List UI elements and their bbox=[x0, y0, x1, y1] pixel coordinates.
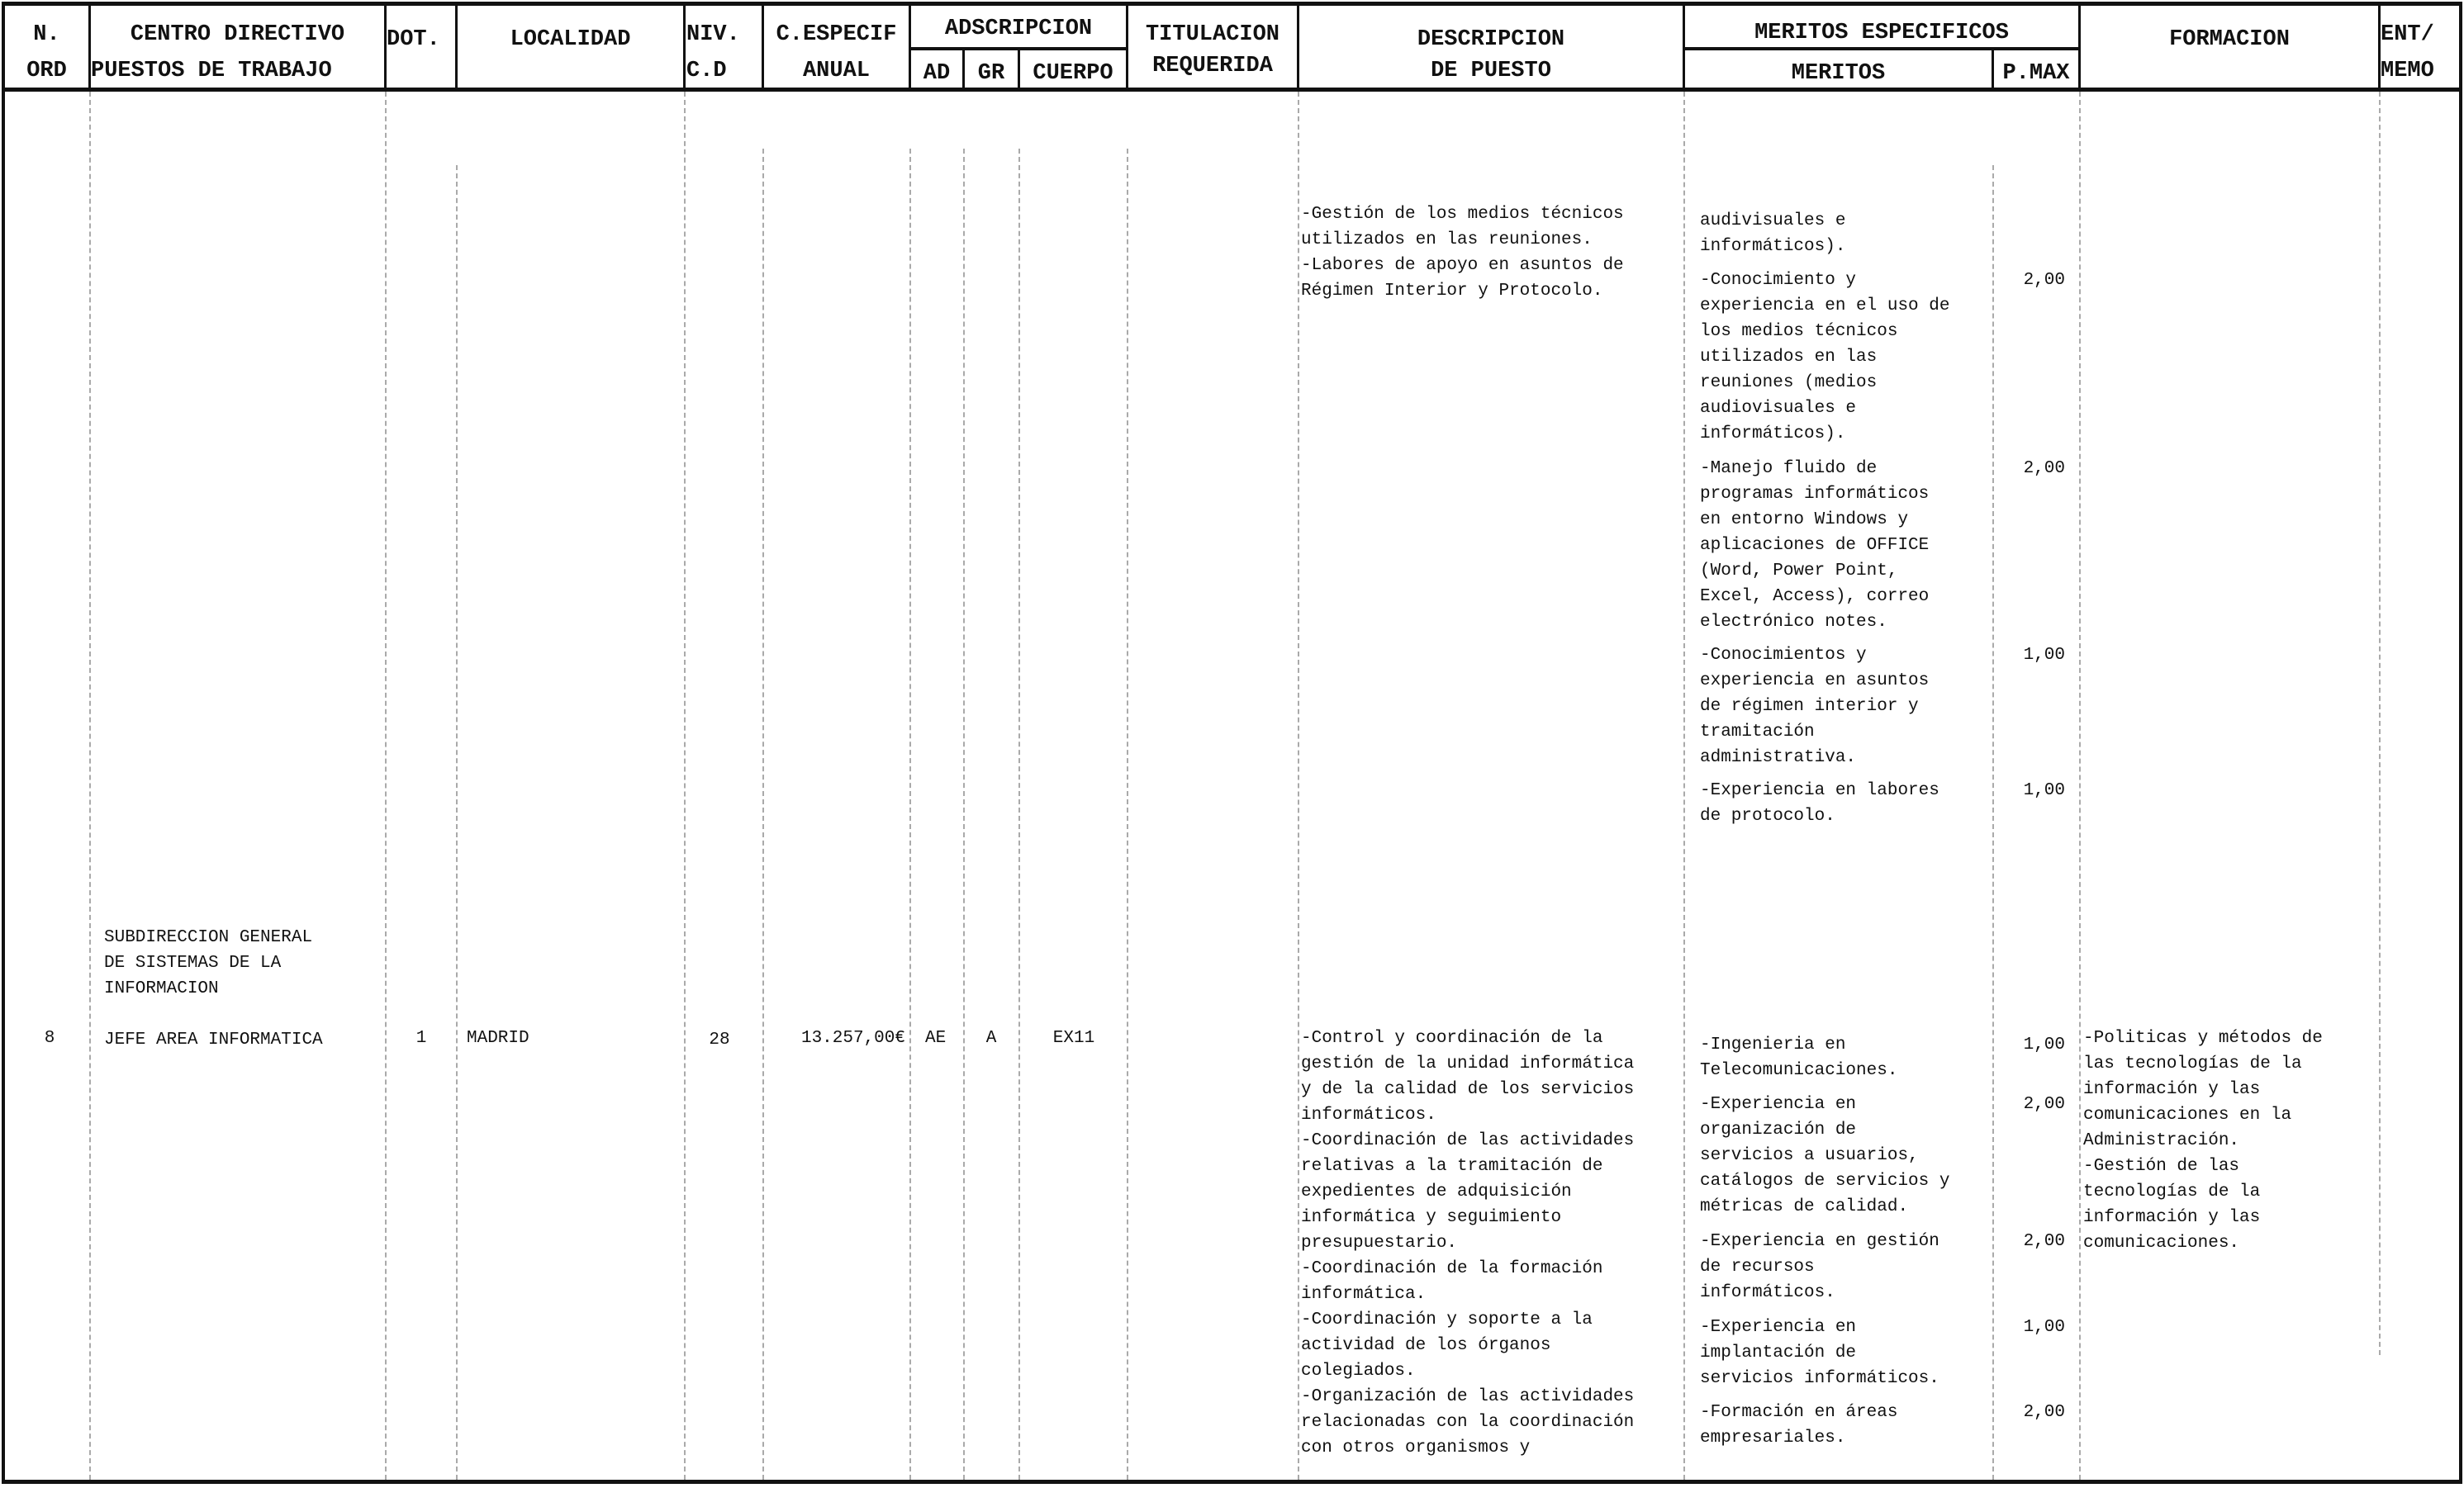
row-c-especif: 13.257,00€ bbox=[800, 1029, 905, 1048]
table-left-border bbox=[2, 2, 5, 1484]
continued-merito: audivisuales e informáticos). bbox=[1700, 211, 1846, 256]
continued-merito-points: 1,00 bbox=[2023, 781, 2065, 800]
continued-merito-points: 2,00 bbox=[2023, 271, 2065, 290]
column-divider bbox=[385, 92, 387, 1480]
table-right-border bbox=[2459, 2, 2462, 1484]
continued-merito-points: 2,00 bbox=[2023, 459, 2065, 478]
column-divider bbox=[1127, 149, 1128, 1480]
header-descripcion: DESCRIPCION bbox=[1417, 27, 1565, 52]
header-requerida: REQUERIDA bbox=[1152, 54, 1273, 78]
header-meritos: MERITOS bbox=[1791, 61, 1886, 86]
column-divider bbox=[456, 165, 458, 1480]
meritos-subheader-line bbox=[1683, 47, 2079, 50]
header-n-ord-1: N. bbox=[33, 22, 60, 47]
column-divider bbox=[2079, 92, 2081, 1480]
row-merito-points: 1,00 bbox=[2023, 1318, 2065, 1337]
header-titulacion: TITULACION bbox=[1145, 22, 1280, 47]
table-top-border bbox=[2, 2, 2462, 6]
header-niv: NIV. bbox=[686, 22, 740, 47]
row-merito: -Experiencia en gestión de recursos informáticos. bbox=[1700, 1232, 1939, 1302]
column-divider bbox=[1018, 149, 1020, 1480]
continued-merito: -Conocimiento y experiencia en el uso de los medios técnicos utilizados en las reuniones (medios audiovisuales e informáticos). bbox=[1700, 271, 1950, 443]
row-merito-points: 2,00 bbox=[2023, 1095, 2065, 1114]
header-divider bbox=[683, 2, 686, 91]
row-dot: 1 bbox=[415, 1029, 427, 1048]
row-merito: -Formación en áreas empresariales. bbox=[1700, 1403, 1898, 1448]
continued-merito: -Experiencia en labores de protocolo. bbox=[1700, 781, 1939, 826]
continued-merito-points: 1,00 bbox=[2023, 646, 2065, 665]
row-merito: -Ingenieria en Telecomunicaciones. bbox=[1700, 1035, 1898, 1080]
row-gr: A bbox=[985, 1029, 997, 1048]
header-formacion: FORMACION bbox=[2169, 27, 2290, 52]
column-divider bbox=[1683, 92, 1685, 1480]
header-anual: ANUAL bbox=[802, 59, 870, 83]
continued-merito: -Conocimientos y experiencia en asuntos de régimen interior y tramitación administrativa. bbox=[1700, 646, 1930, 767]
row-puesto: JEFE AREA INFORMATICA bbox=[104, 1031, 323, 1050]
row-merito-points: 1,00 bbox=[2023, 1035, 2065, 1054]
row-cuerpo: EX11 bbox=[1052, 1029, 1095, 1048]
header-ent: ENT/ bbox=[2381, 22, 2434, 47]
header-c-especif: C.ESPECIF bbox=[776, 22, 897, 47]
column-divider bbox=[762, 149, 764, 1480]
row-descripcion: -Control y coordinación de la gestión de la unidad informática y de la calidad de los servicios informáticos. -Coordinación de las actividades relativas a la tramitación de expedientes de adquisición informática y seguimiento presupuestario. -Coordinación de la formación informática. -Coordinación y soporte a la actividad de los órganos colegiados. -Organización de las actividades relacionadas con la coordinación con otros organismos y bbox=[1301, 1029, 1635, 1457]
header-de-puesto: DE PUESTO bbox=[1431, 59, 1551, 83]
header-n-ord-2: ORD bbox=[26, 59, 67, 83]
header-puestos-trabajo: PUESTOS DE TRABAJO bbox=[91, 59, 332, 83]
row-ad: AE bbox=[925, 1029, 947, 1048]
continued-descripcion: -Gestión de los medios técnicos utilizados en las reuniones. -Labores de apoyo en asuntos de Régimen Interior y Protocolo. bbox=[1301, 205, 1624, 301]
column-divider bbox=[909, 149, 911, 1480]
row-merito-points: 2,00 bbox=[2023, 1232, 2065, 1251]
header-bottom-border bbox=[2, 88, 2462, 92]
row-centro-directivo: SUBDIRECCION GENERAL DE SISTEMAS DE LA INFORMACION bbox=[104, 928, 313, 998]
header-cuerpo: CUERPO bbox=[1033, 61, 1113, 86]
row-formacion: -Politicas y métodos de las tecnologías de la información y las comunicaciones en la Administración. -Gestión de las tecnologías de la información y las comunicaciones. bbox=[2083, 1029, 2323, 1253]
row-niv: 28 bbox=[709, 1031, 730, 1050]
header-gr: GR bbox=[977, 61, 1005, 86]
header-localidad: LOCALIDAD bbox=[510, 27, 631, 52]
table-bottom-border bbox=[2, 1480, 2462, 1484]
header-dot: DOT. bbox=[387, 27, 440, 52]
header-cd: C.D bbox=[686, 59, 727, 83]
column-divider bbox=[1298, 92, 1299, 1480]
row-localidad: MADRID bbox=[467, 1029, 529, 1048]
continued-merito: -Manejo fluido de programas informáticos en entorno Windows y aplicaciones de OFFICE (Word, Power Point, Excel, Access), correo electrónico notes. bbox=[1700, 459, 1930, 632]
column-divider bbox=[684, 92, 686, 1480]
column-divider bbox=[963, 149, 965, 1480]
header-meritos-especificos: MERITOS ESPECIFICOS bbox=[1754, 21, 2009, 45]
row-merito: -Experiencia en organización de servicios a usuarios, catálogos de servicios y métricas de calidad. bbox=[1700, 1095, 1950, 1216]
header-adscripcion: ADSCRIPCION bbox=[944, 17, 1093, 41]
column-divider bbox=[89, 92, 91, 1480]
row-merito-points: 2,00 bbox=[2023, 1403, 2065, 1422]
column-divider bbox=[2379, 92, 2381, 1355]
header-ad: AD bbox=[923, 61, 951, 86]
header-memo: MEMO bbox=[2381, 59, 2434, 83]
header-pmax: P.MAX bbox=[2002, 61, 2070, 86]
row-merito: -Experiencia en implantación de servicios informáticos. bbox=[1700, 1318, 1939, 1388]
header-centro-directivo: CENTRO DIRECTIVO bbox=[130, 22, 345, 47]
row-n-ord: 8 bbox=[44, 1029, 55, 1048]
column-divider bbox=[1992, 165, 1994, 1480]
